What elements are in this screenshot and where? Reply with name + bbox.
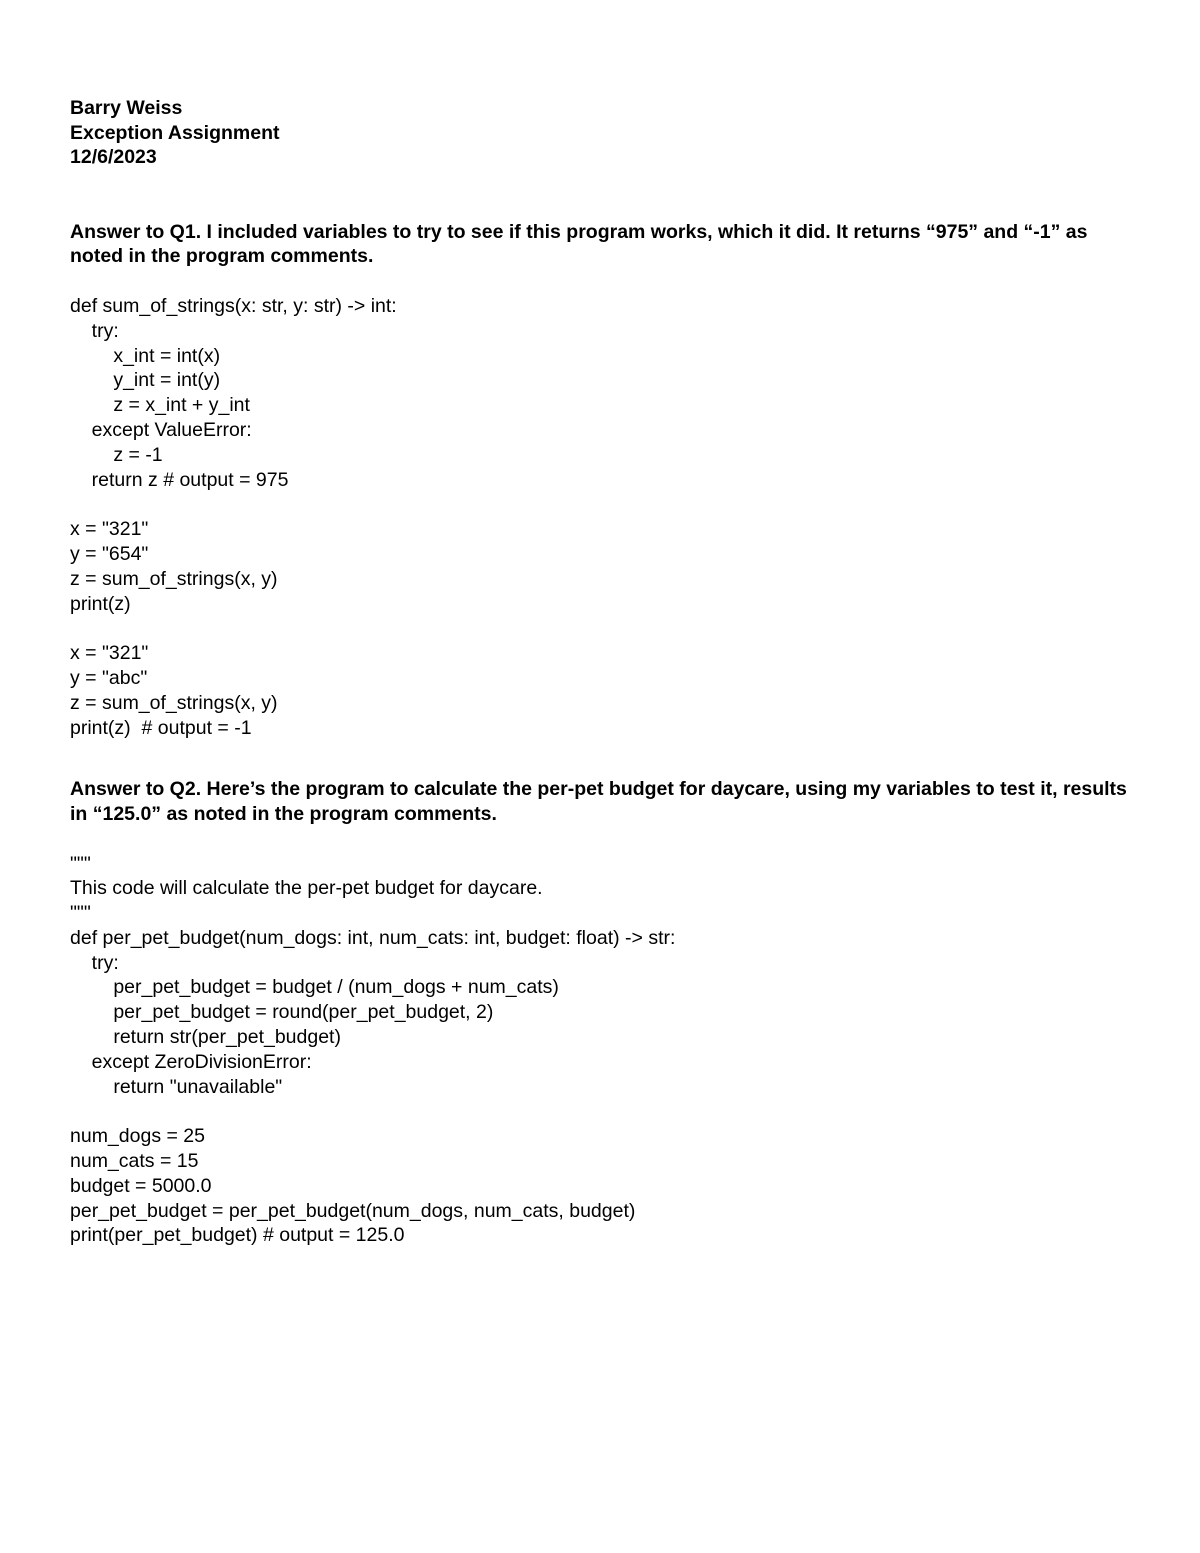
code-line bbox=[70, 1099, 1140, 1124]
code-line: x = "321" bbox=[70, 518, 149, 541]
document-page bbox=[70, 96, 1140, 1248]
code-line: print(z) bbox=[70, 592, 131, 615]
code-line: def sum_of_strings(x: str, y: str) -> int: bbox=[70, 294, 397, 317]
code-line: z = x_int + y_int bbox=[70, 394, 250, 417]
assignment-title: Exception Assignment bbox=[70, 121, 280, 144]
assignment-date: 12/6/2023 bbox=[70, 146, 157, 169]
code-line: num_cats = 15 bbox=[70, 1150, 199, 1173]
code-line: except ValueError: bbox=[70, 418, 252, 441]
code-line: return "unavailable" bbox=[70, 1075, 283, 1098]
document-header bbox=[70, 96, 1140, 170]
code-line: z = -1 bbox=[70, 443, 163, 466]
code-line: per_pet_budget = budget / (num_dogs + num_cats) bbox=[70, 976, 559, 999]
code-line: y = "abc" bbox=[70, 666, 148, 689]
code-line: y_int = int(y) bbox=[70, 369, 221, 392]
q1-code-block bbox=[70, 294, 1140, 740]
code-line bbox=[70, 616, 1140, 641]
code-line: print(per_pet_budget) # output = 125.0 bbox=[70, 1224, 405, 1247]
code-line: z = sum_of_strings(x, y) bbox=[70, 567, 278, 590]
q2-heading: Answer to Q2. Here’s the program to calculate the per-pet budget for daycare, using my variables to test it, results in “125.0” as noted in the program comments. bbox=[70, 778, 1133, 825]
code-line: per_pet_budget = per_pet_budget(num_dogs, num_cats, budget) bbox=[70, 1199, 636, 1222]
code-line: z = sum_of_strings(x, y) bbox=[70, 691, 278, 714]
code-line: This code will calculate the per-pet budget for daycare. bbox=[70, 877, 543, 900]
q1-heading: Answer to Q1. I included variables to try to see if this program works, which it did. It returns “975” and “-1” as noted in the program comments. bbox=[70, 220, 1093, 268]
author-name: Barry Weiss bbox=[70, 97, 183, 119]
q2-code-block bbox=[70, 852, 1140, 1249]
code-line: print(z) # output = -1 bbox=[70, 716, 252, 739]
code-line: return str(per_pet_budget) bbox=[70, 1026, 341, 1049]
code-line: """ bbox=[70, 852, 91, 875]
code-line: per_pet_budget = round(per_pet_budget, 2) bbox=[70, 1001, 494, 1024]
code-line: y = "654" bbox=[70, 542, 149, 565]
code-line: try: bbox=[70, 951, 119, 974]
code-line: return z # output = 975 bbox=[70, 468, 289, 491]
code-line: x = "321" bbox=[70, 642, 149, 665]
code-line: try: bbox=[70, 319, 119, 342]
code-line: def per_pet_budget(num_dogs: int, num_cats: int, budget: float) -> str: bbox=[70, 926, 676, 949]
code-line: """ bbox=[70, 902, 91, 925]
code-line: except ZeroDivisionError: bbox=[70, 1050, 312, 1073]
code-line bbox=[70, 492, 1140, 517]
code-line: num_dogs = 25 bbox=[70, 1125, 205, 1148]
code-line: x_int = int(x) bbox=[70, 344, 221, 367]
code-line: budget = 5000.0 bbox=[70, 1174, 212, 1197]
